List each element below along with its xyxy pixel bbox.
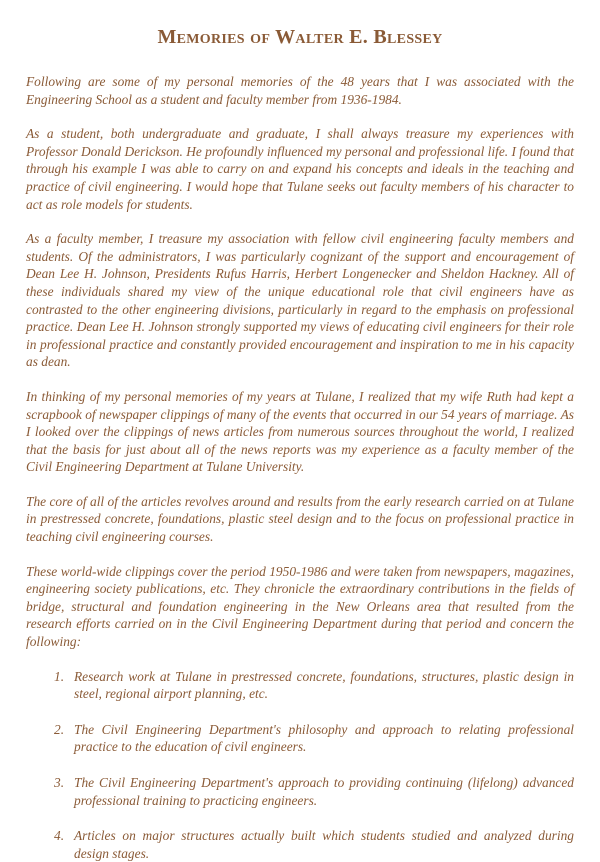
paragraph-faculty: As a faculty member, I treasure my association with fellow civil engineering faculty members and students. Of the administrators, I was particularly cognizant of the support and encouragement of Dean Lee H. Johnson, Presidents Rufus Harris, Herbert Longenecker and Sheldon Hackney. All of these individuals shared my view of the unique educational role that civil engineers have as contrasted to the other engineering divisions, particularly in regard to the emphasis on professional practice. Dean Lee H. Johnson strongly supported my views of educating civil engineers for their role in professional practice and constantly provided encouragement and inspiration to me in his capacity as dean. (26, 231, 574, 370)
paragraph-student: As a student, both undergraduate and graduate, I shall always treasure my experiences with Professor Donald Derickson. He profoundly influenced my personal and professional life. I found that through his example I was able to carry on and expand his concepts and ideals in the teaching and practice of civil engineering. I would hope that Tulane seeks out faculty members of his character to act as role models for students. (26, 126, 574, 212)
list-item-text: Research work at Tulane in prestressed concrete, foundations, structures, plastic design in steel, regional airport planning, etc. (74, 668, 574, 702)
list-item-number: 2. (54, 721, 65, 737)
list-item-number: 1. (54, 668, 65, 684)
topics-list (26, 668, 574, 862)
paragraph-clippings: These world-wide clippings cover the period 1950-1986 and were taken from newspapers, magazines, engineering society publications, etc. They chronicle the extraordinary contributions in the fields of bridge, structural and foundation engineering in the New Orleans area that resulted from the research efforts carried on in the Civil Engineering Department during that period and concern the following: (26, 563, 574, 650)
list-item (26, 721, 574, 756)
list-item-text: The Civil Engineering Department's approach to providing continuing (lifelong) advanced professional training to practicing engineers. (74, 775, 574, 808)
list-item-number: 4. (54, 828, 65, 844)
list-item-text: Articles on major structures actually built which students studied and analyzed during design stages. (74, 828, 574, 861)
document-title: Memories of Walter E. Blessey (157, 26, 443, 48)
list-item (26, 827, 574, 862)
paragraph-core: The core of all of the articles revolves around and results from the early research carried on at Tulane in prestressed concrete, foundations, plastic steel design and to the focus on professional practice in teaching civil engineering courses. (26, 493, 574, 545)
list-item (26, 774, 574, 809)
paragraph-scrapbook: In thinking of my personal memories of my years at Tulane, I realized that my wife Ruth had kept a scrapbook of newspaper clippings of many of the events that occurred in our 54 years of marriage. As I looked over the clippings of news articles from numerous sources throughout the world, I realized that the basis for just about all of the news reports was my experience as a faculty member of the Civil Engineering Department at Tulane University. (26, 388, 574, 475)
list-item (26, 668, 574, 703)
list-item-number: 3. (54, 775, 65, 790)
list-item-text: The Civil Engineering Department's philosophy and approach to relating professional practice to the education of civil engineers. (74, 721, 574, 755)
paragraph-intro: Following are some of my personal memories of the 48 years that I was associated with the Engineering School as a student and faculty member from 1936-1984. (26, 74, 574, 107)
